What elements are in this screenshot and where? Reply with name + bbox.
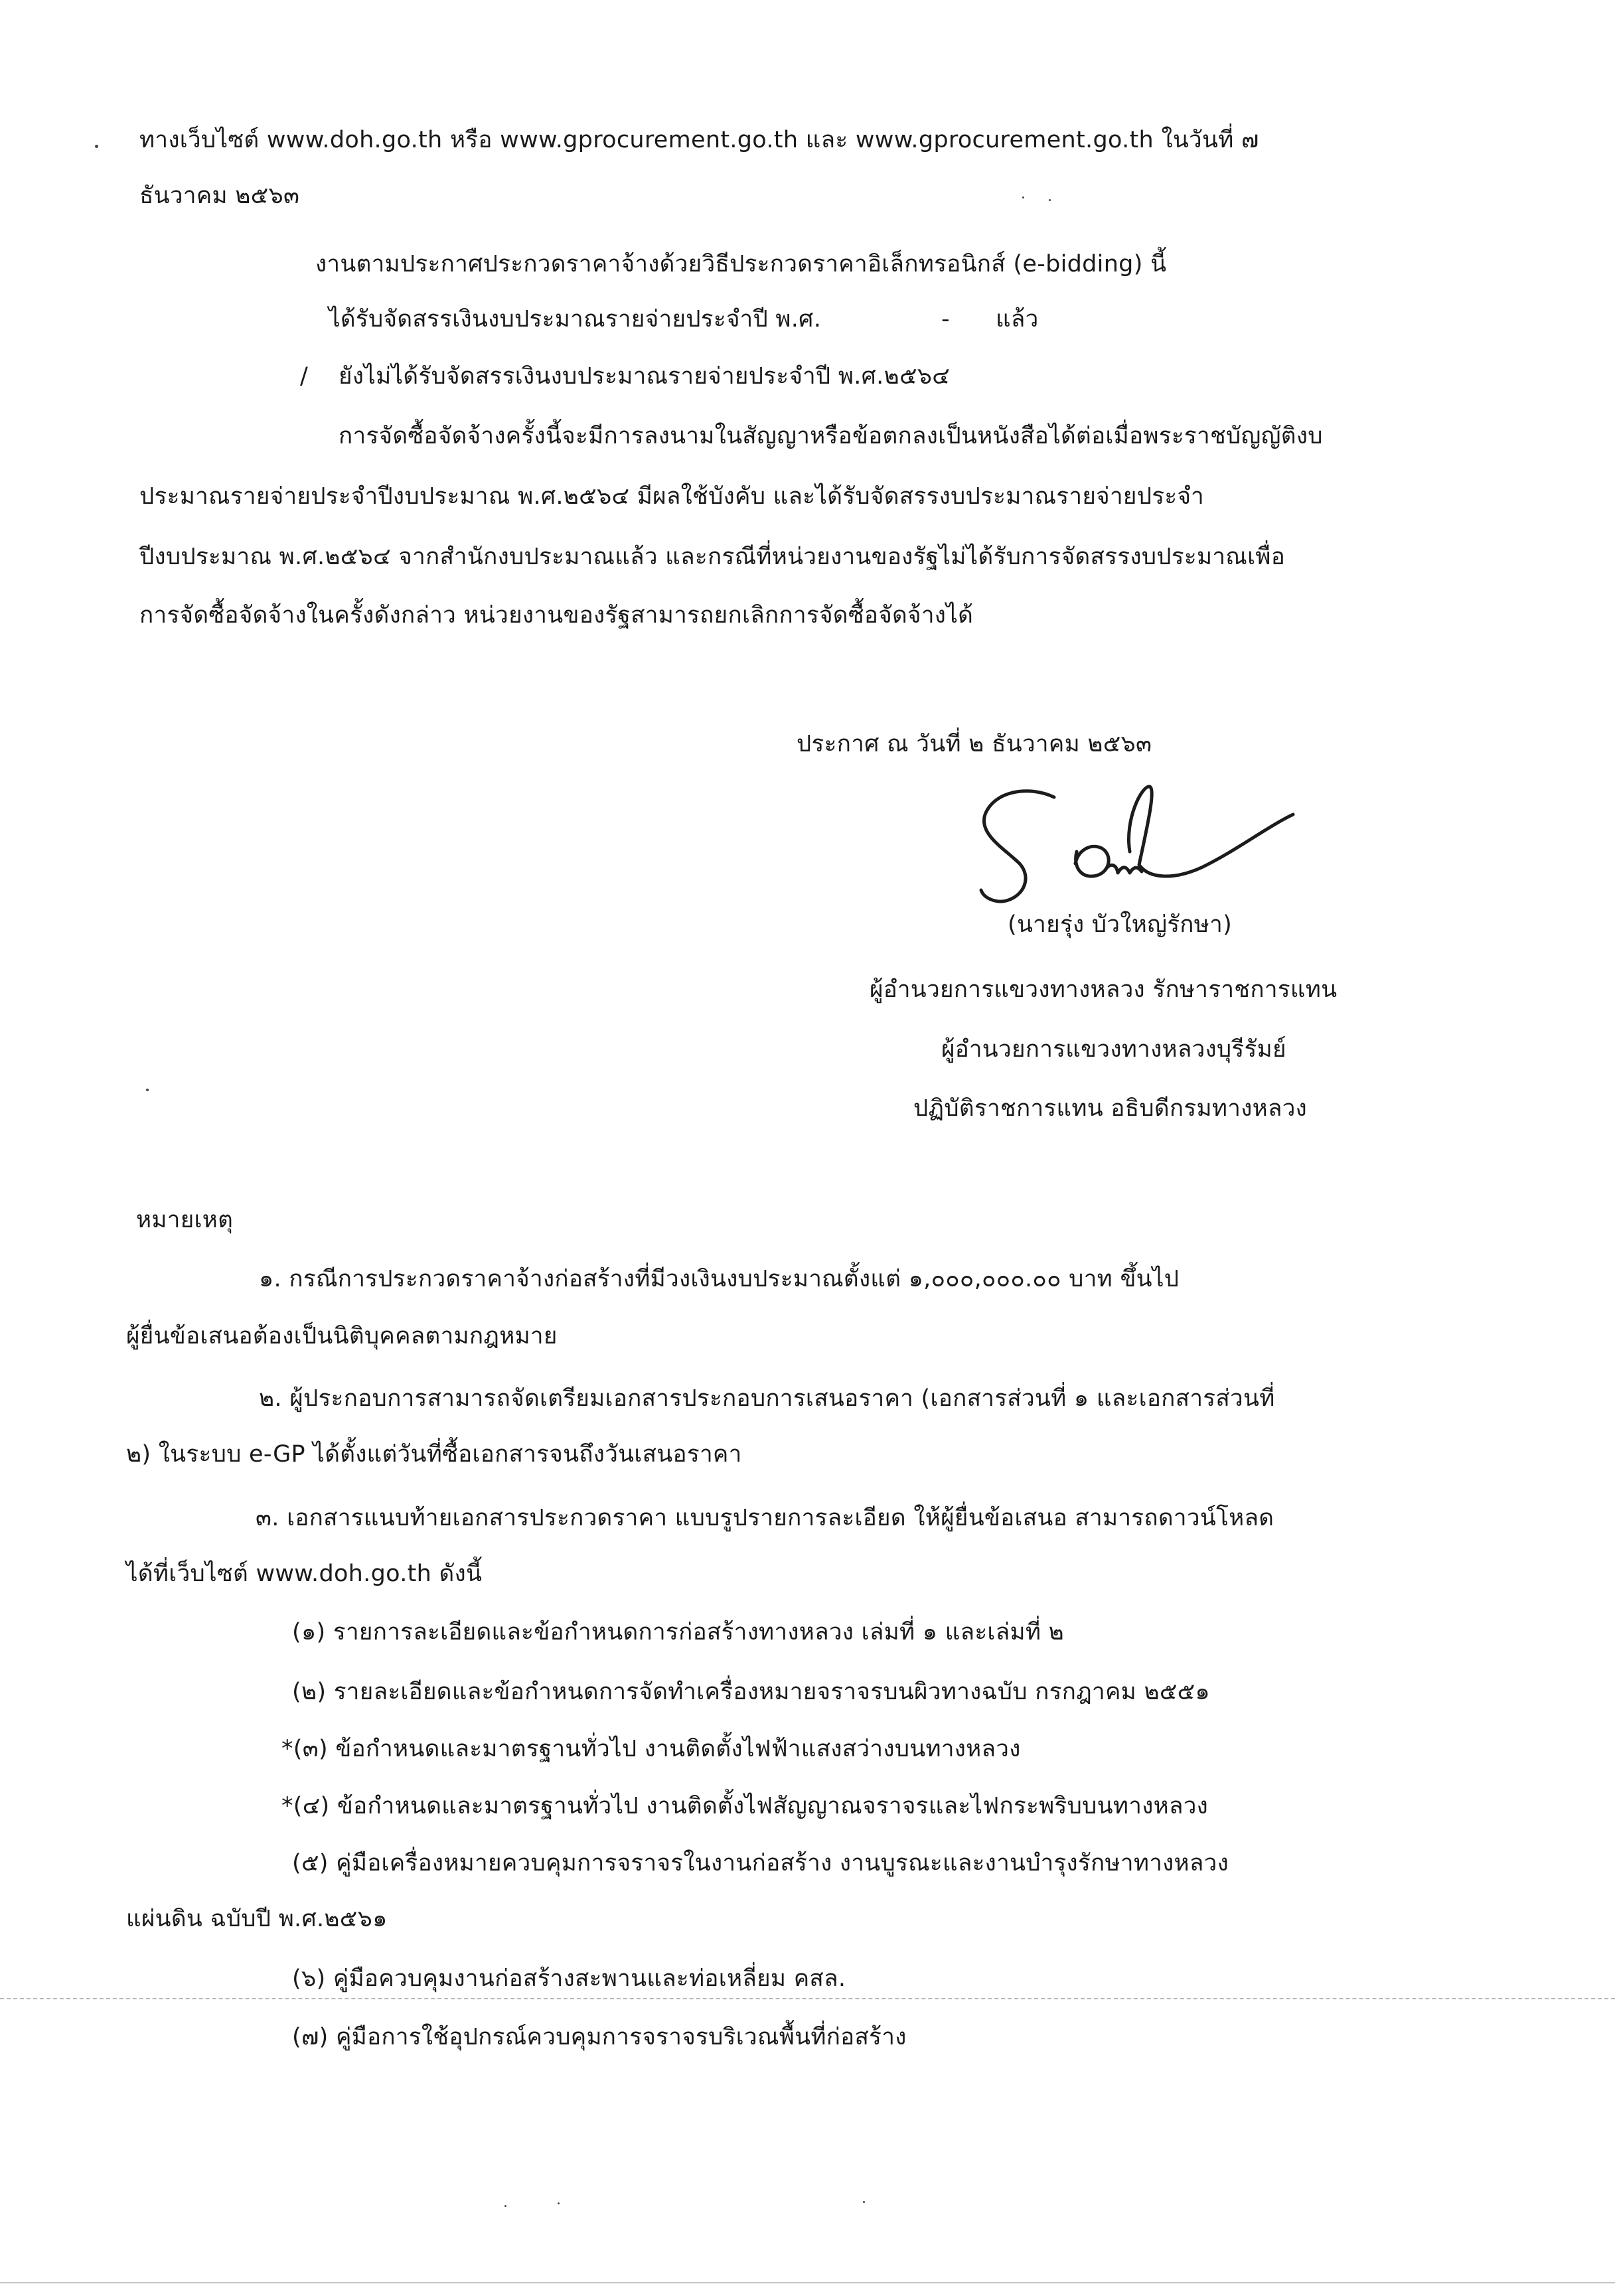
allocated-option-year-blank: - (941, 306, 950, 333)
note-3-line: ได้ที่เว็บไซต์ www.doh.go.th ดังนี้ (126, 1561, 483, 1587)
document-list-item: (๖) คู่มือควบคุมงานก่อสร้างสะพานและท่อเหลี่ยม คสล. (292, 1965, 846, 1992)
note-2-line: ๒) ในระบบ e-GP ได้ตั้งแต่วันที่ซื้อเอกสารจนถึงวันเสนอราคา (126, 1441, 742, 1468)
not-allocated-option-mark: / (300, 363, 309, 390)
document-list-item: (๑) รายการละเอียดและข้อกำหนดการก่อสร้างทางหลวง เล่มที่ ๑ และเล่มที่ ๒ (292, 1619, 1064, 1645)
scan-speck (504, 2205, 506, 2207)
condition-line: การจัดซื้อจัดจ้างครั้งนี้จะมีการลงนามในสัญญาหรือข้อตกลงเป็นหนังสือได้ต่อเมื่อพระราชบัญญัติงบ (339, 423, 1323, 449)
handwritten-signature (976, 780, 1321, 913)
body-text-line: ทางเว็บไซต์ www.doh.go.th หรือ www.gprocurement.go.th และ www.gprocurement.go.th ในวันที่ ๗ (139, 127, 1259, 153)
signer-title-line: ผู้อำนวยการแขวงทางหลวง รักษาราชการแทน (870, 976, 1338, 1003)
document-list-item: (๗) คู่มือการใช้อุปกรณ์ควบคุมการจราจรบริเวณพื้นที่ก่อสร้าง (292, 2024, 907, 2050)
scan-speck (95, 145, 98, 148)
signer-name: (นายรุ่ง บัวใหญ่รักษา) (1008, 911, 1233, 938)
document-list-item: *(๓) ข้อกำหนดและมาตรฐานทั่วไป งานติดตั้งไฟฟ้าแสงสว่างบนทางหลวง (281, 1736, 1021, 1762)
document-list-item: (๕) คู่มือเครื่องหมายควบคุมการจราจรในงานก่อสร้าง งานบูรณะและงานบำรุงรักษาทางหลวง (292, 1850, 1229, 1876)
note-1-line: ๑. กรณีการประกวดราคาจ้างก่อสร้างที่มีวงเงินงบประมาณตั้งแต่ ๑,๐๐๐,๐๐๐.๐๐ บาท ขึ้นไป (259, 1266, 1180, 1292)
scan-speck (1049, 199, 1051, 201)
note-2-line: ๒. ผู้ประกอบการสามารถจัดเตรียมเอกสารประกอบการเสนอราคา (เอกสารส่วนที่ ๑ และเอกสารส่วนที่ (259, 1385, 1275, 1412)
condition-line: การจัดซื้อจัดจ้างในครั้งดังกล่าว หน่วยงานของรัฐสามารถยกเลิกการจัดซื้อจัดจ้างได้ (139, 602, 974, 629)
document-list-item-continuation: แผ่นดิน ฉบับปี พ.ศ.๒๕๖๑ (126, 1906, 388, 1932)
scan-speck (558, 2202, 560, 2204)
scan-speck (1022, 196, 1024, 198)
notes-heading: หมายเหตุ (136, 1207, 234, 1233)
condition-line: ประมาณรายจ่ายประจำปีงบประมาณ พ.ศ.๒๕๖๔ มีผลใช้บังคับ และได้รับจัดสรรงบประมาณรายจ่ายประจำ (139, 483, 1204, 510)
condition-line: ปีงบประมาณ พ.ศ.๒๕๖๔ จากสำนักงบประมาณแล้ว และกรณีที่หน่วยงานของรัฐไม่ได้รับการจัดสรรงบประมาณเพื่อ (139, 544, 1286, 570)
signer-title-line: ปฏิบัติราชการแทน อธิบดีกรมทางหลวง (913, 1095, 1308, 1122)
note-1-line: ผู้ยื่นข้อเสนอต้องเป็นนิติบุคคลตามกฎหมาย (126, 1323, 558, 1349)
budget-intro: งานตามประกาศประกวดราคาจ้างด้วยวิธีประกวดราคาอิเล็กทรอนิกส์ (e-bidding) นี้ (315, 251, 1167, 277)
scan-speck (146, 1089, 149, 1091)
document-list-item: (๒) รายละเอียดและข้อกำหนดการจัดทำเครื่องหมายจราจรบนผิวทางฉบับ กรกฎาคม ๒๕๕๑ (292, 1679, 1210, 1705)
scan-artifact-line (0, 2282, 1615, 2283)
body-text-line: ธันวาคม ๒๕๖๓ (139, 183, 300, 209)
not-allocated-option-text: ยังไม่ได้รับจัดสรรเงินงบประมาณรายจ่ายประจำปี พ.ศ.๒๕๖๔ (339, 363, 951, 390)
scan-artifact-line (0, 1998, 1615, 1999)
note-3-line: ๓. เอกสารแนบท้ายเอกสารประกวดราคา แบบรูปรายการละเอียด ให้ผู้ยื่นข้อเสนอ สามารถดาวน์โหลด (256, 1505, 1274, 1531)
signer-title-line: ผู้อำนวยการแขวงทางหลวงบุรีรัมย์ (941, 1036, 1286, 1063)
document-list-item: *(๔) ข้อกำหนดและมาตรฐานทั่วไป งานติดตั้งไฟสัญญาณจราจรและไฟกระพริบบนทางหลวง (281, 1793, 1209, 1819)
announcement-date: ประกาศ ณ วันที่ ๒ ธันวาคม ๒๕๖๓ (797, 731, 1152, 757)
allocated-option-suffix: แล้ว (996, 306, 1039, 333)
scan-speck (863, 2201, 865, 2203)
allocated-option-text: ได้รับจัดสรรเงินงบประมาณรายจ่ายประจำปี พ.ศ. (329, 306, 822, 333)
